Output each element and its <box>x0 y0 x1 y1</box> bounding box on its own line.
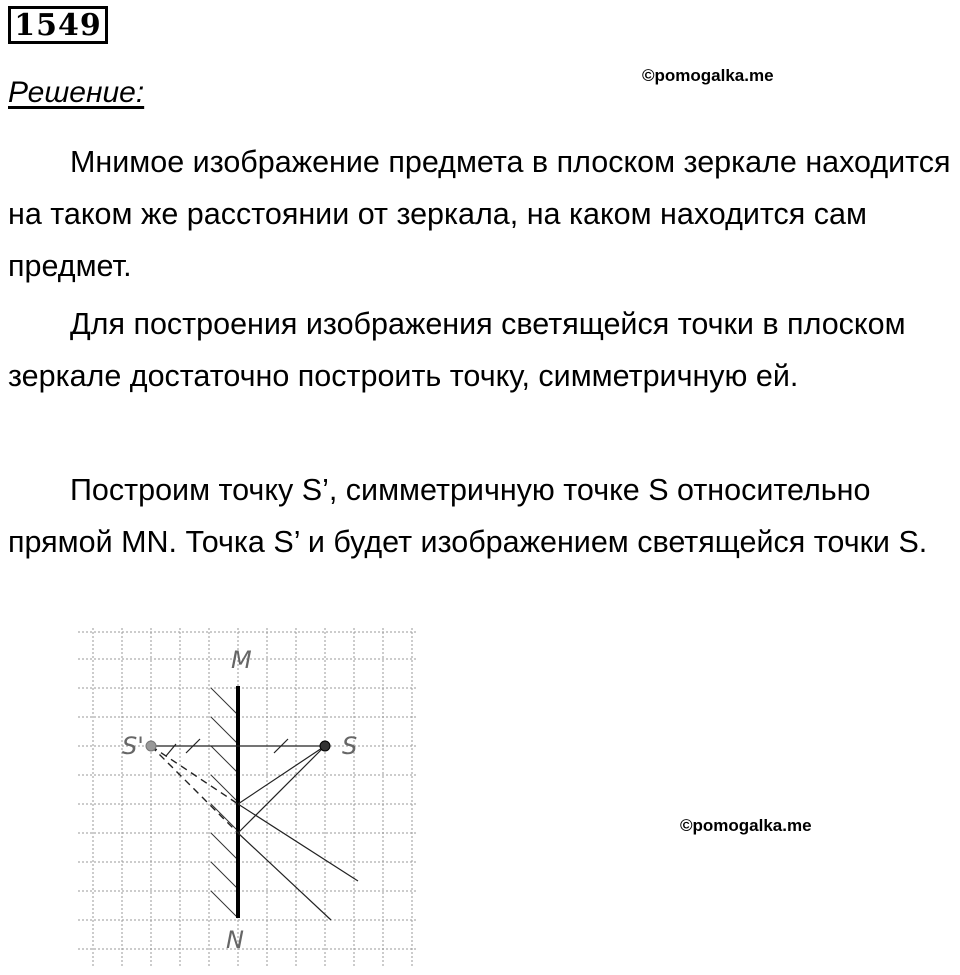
task-number: 1549 <box>8 6 108 44</box>
label-s: S <box>342 732 358 760</box>
paragraph-2: Для построения изображения светящейся точки в плоском зеркале достаточно построить точку, симметричную ей. <box>8 307 906 393</box>
mirror-hatching <box>211 688 238 918</box>
watermark-top: ©pomogalka.me <box>642 66 774 85</box>
label-m: M <box>231 646 252 674</box>
symmetry-ticks <box>166 739 288 756</box>
solution-heading: Решение: <box>8 76 145 109</box>
watermark-figure: ©pomogalka.me <box>680 816 812 835</box>
label-n: N <box>226 926 244 954</box>
paragraph-1: Мнимое изображение предмета в плоском зеркале находится на таком же расстоянии от зеркала, на каком находится сам предмет. <box>8 145 951 283</box>
paragraph-3: Построим точку S’, симметричную точке S относительно прямой MN. Точка S’ и будет изображением светящейся точки S. <box>8 473 928 559</box>
mirror-diagram <box>78 628 423 973</box>
point-s <box>320 741 330 751</box>
label-s-prime: S' <box>122 732 144 760</box>
point-s-prime <box>146 741 156 751</box>
